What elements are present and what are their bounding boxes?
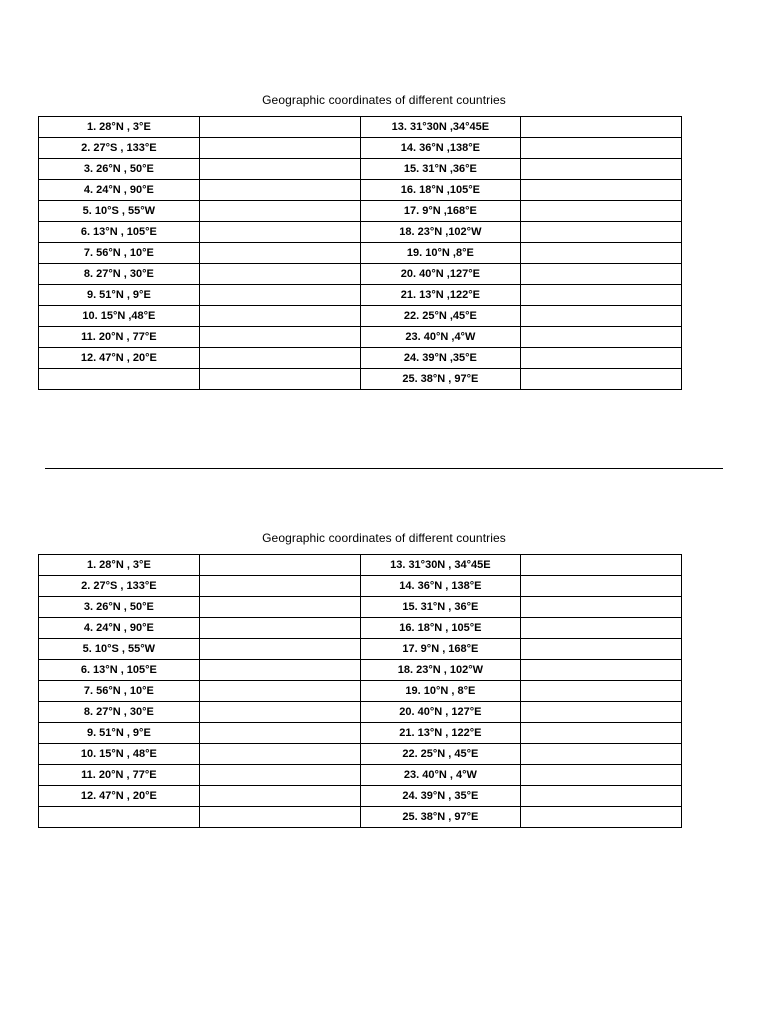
table-row — [39, 117, 682, 138]
table-row — [39, 639, 682, 660]
table-row — [39, 723, 682, 744]
answer-cell — [199, 723, 360, 744]
coordinate-cell: 17. 9°N ,168°E — [360, 201, 521, 222]
coordinate-cell: 13. 31°30N , 34°45E — [360, 555, 521, 576]
table-row — [39, 306, 682, 327]
coordinate-cell: 25. 38°N , 97°E — [360, 807, 521, 828]
table-row — [39, 159, 682, 180]
answer-cell — [521, 786, 682, 807]
coordinate-cell: 3. 26°N , 50°E — [39, 159, 200, 180]
answer-cell — [199, 159, 360, 180]
answer-cell — [199, 702, 360, 723]
answer-cell — [199, 327, 360, 348]
answer-cell — [521, 618, 682, 639]
coordinate-cell: 19. 10°N ,8°E — [360, 243, 521, 264]
table-row — [39, 243, 682, 264]
coordinate-cell: 18. 23°N ,102°W — [360, 222, 521, 243]
answer-cell — [521, 807, 682, 828]
coordinate-cell: 14. 36°N ,138°E — [360, 138, 521, 159]
answer-cell — [199, 660, 360, 681]
answer-cell — [521, 555, 682, 576]
coordinate-cell: 16. 18°N ,105°E — [360, 180, 521, 201]
coordinate-cell: 4. 24°N , 90°E — [39, 618, 200, 639]
answer-cell — [521, 243, 682, 264]
table-row — [39, 681, 682, 702]
coordinate-cell: 10. 15°N ,48°E — [39, 306, 200, 327]
coordinate-cell: 6. 13°N , 105°E — [39, 222, 200, 243]
table-row — [39, 201, 682, 222]
coordinate-cell: 7. 56°N , 10°E — [39, 681, 200, 702]
coordinate-cell: 11. 20°N , 77°E — [39, 327, 200, 348]
table-row — [39, 264, 682, 285]
coordinate-cell: 12. 47°N , 20°E — [39, 348, 200, 369]
coordinate-cell: 25. 38°N , 97°E — [360, 369, 521, 390]
coordinate-cell: 13. 31°30N ,34°45E — [360, 117, 521, 138]
coordinate-cell: 1. 28°N , 3°E — [39, 117, 200, 138]
table-row — [39, 597, 682, 618]
table-row — [39, 327, 682, 348]
coordinates-table — [38, 554, 682, 828]
coordinate-cell: 19. 10°N , 8°E — [360, 681, 521, 702]
table-row — [39, 618, 682, 639]
coordinate-cell: 5. 10°S , 55°W — [39, 201, 200, 222]
answer-cell — [199, 576, 360, 597]
table-row — [39, 369, 682, 390]
answer-cell — [199, 639, 360, 660]
answer-cell — [521, 597, 682, 618]
answer-cell — [199, 264, 360, 285]
coordinate-cell: 11. 20°N , 77°E — [39, 765, 200, 786]
answer-cell — [521, 222, 682, 243]
coordinate-cell: 24. 39°N , 35°E — [360, 786, 521, 807]
answer-cell — [199, 597, 360, 618]
table-row — [39, 744, 682, 765]
answer-cell — [199, 765, 360, 786]
coordinate-cell: 23. 40°N ,4°W — [360, 327, 521, 348]
answer-cell — [199, 555, 360, 576]
coordinate-cell: 8. 27°N , 30°E — [39, 264, 200, 285]
table-row — [39, 807, 682, 828]
coordinate-cell: 9. 51°N , 9°E — [39, 723, 200, 744]
divider-line — [45, 468, 723, 469]
coordinate-cell: 22. 25°N ,45°E — [360, 306, 521, 327]
answer-cell — [521, 348, 682, 369]
coordinate-cell: 4. 24°N , 90°E — [39, 180, 200, 201]
section-title: Geographic coordinates of different countries — [262, 93, 506, 107]
answer-cell — [521, 369, 682, 390]
table-row — [39, 348, 682, 369]
coordinate-cell: 21. 13°N ,122°E — [360, 285, 521, 306]
coordinate-cell: 23. 40°N , 4°W — [360, 765, 521, 786]
answer-cell — [521, 201, 682, 222]
table-row — [39, 555, 682, 576]
coordinate-cell: 18. 23°N , 102°W — [360, 660, 521, 681]
coordinate-cell — [39, 369, 200, 390]
answer-cell — [521, 744, 682, 765]
answer-cell — [521, 180, 682, 201]
coordinate-cell: 22. 25°N , 45°E — [360, 744, 521, 765]
coordinate-cell: 20. 40°N ,127°E — [360, 264, 521, 285]
answer-cell — [199, 243, 360, 264]
coordinate-cell: 17. 9°N , 168°E — [360, 639, 521, 660]
answer-cell — [199, 744, 360, 765]
coordinate-cell: 14. 36°N , 138°E — [360, 576, 521, 597]
coordinate-cell: 15. 31°N , 36°E — [360, 597, 521, 618]
coordinates-table-body — [39, 555, 682, 828]
coordinate-cell — [39, 807, 200, 828]
answer-cell — [199, 180, 360, 201]
coordinate-cell: 12. 47°N , 20°E — [39, 786, 200, 807]
answer-cell — [199, 117, 360, 138]
coordinate-cell: 1. 28°N , 3°E — [39, 555, 200, 576]
answer-cell — [521, 702, 682, 723]
section-title: Geographic coordinates of different countries — [262, 531, 506, 545]
answer-cell — [521, 723, 682, 744]
coordinate-cell: 20. 40°N , 127°E — [360, 702, 521, 723]
table-row — [39, 702, 682, 723]
coordinate-cell: 8. 27°N , 30°E — [39, 702, 200, 723]
coordinate-cell: 15. 31°N ,36°E — [360, 159, 521, 180]
answer-cell — [199, 681, 360, 702]
answer-cell — [521, 159, 682, 180]
answer-cell — [199, 807, 360, 828]
coordinate-cell: 7. 56°N , 10°E — [39, 243, 200, 264]
answer-cell — [521, 765, 682, 786]
coordinate-cell: 24. 39°N ,35°E — [360, 348, 521, 369]
answer-cell — [521, 639, 682, 660]
answer-cell — [521, 138, 682, 159]
answer-cell — [521, 264, 682, 285]
coordinate-cell: 21. 13°N , 122°E — [360, 723, 521, 744]
table-row — [39, 180, 682, 201]
answer-cell — [199, 222, 360, 243]
answer-cell — [199, 306, 360, 327]
answer-cell — [521, 327, 682, 348]
answer-cell — [199, 618, 360, 639]
answer-cell — [199, 786, 360, 807]
answer-cell — [521, 576, 682, 597]
answer-cell — [521, 660, 682, 681]
coordinate-cell: 10. 15°N , 48°E — [39, 744, 200, 765]
coordinate-cell: 2. 27°S , 133°E — [39, 138, 200, 159]
coordinate-cell: 6. 13°N , 105°E — [39, 660, 200, 681]
coordinates-table-body — [39, 117, 682, 390]
answer-cell — [521, 681, 682, 702]
table-row — [39, 765, 682, 786]
answer-cell — [199, 138, 360, 159]
answer-cell — [199, 201, 360, 222]
coordinate-cell: 3. 26°N , 50°E — [39, 597, 200, 618]
coordinate-cell: 16. 18°N , 105°E — [360, 618, 521, 639]
answer-cell — [199, 369, 360, 390]
coordinate-cell: 2. 27°S , 133°E — [39, 576, 200, 597]
table-row — [39, 786, 682, 807]
table-row — [39, 138, 682, 159]
answer-cell — [199, 348, 360, 369]
answer-cell — [199, 285, 360, 306]
table-row — [39, 222, 682, 243]
table-row — [39, 576, 682, 597]
coordinates-table — [38, 116, 682, 390]
answer-cell — [521, 117, 682, 138]
answer-cell — [521, 285, 682, 306]
table-row — [39, 660, 682, 681]
coordinate-cell: 9. 51°N , 9°E — [39, 285, 200, 306]
coordinate-cell: 5. 10°S , 55°W — [39, 639, 200, 660]
table-row — [39, 285, 682, 306]
answer-cell — [521, 306, 682, 327]
